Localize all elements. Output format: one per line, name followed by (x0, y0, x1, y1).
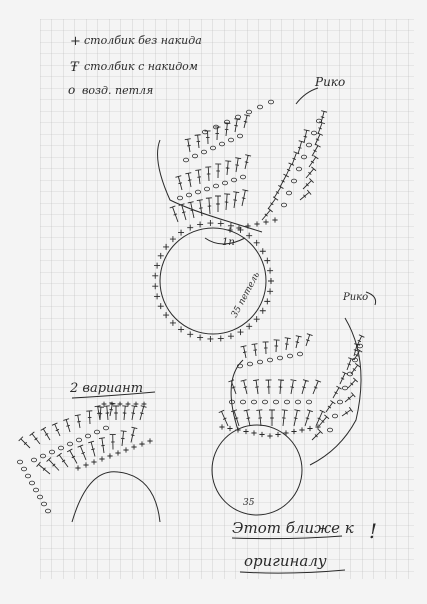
chain-stitch-symbol (45, 509, 50, 513)
chain-stitch-symbol (228, 138, 233, 142)
double-crochet-symbol (348, 378, 358, 388)
chain-stitch-symbol (287, 354, 292, 358)
chain-stitch-symbol (195, 190, 200, 194)
single-crochet-symbol (267, 268, 273, 274)
chain-stitch-symbol (268, 100, 273, 104)
single-crochet-symbol (228, 223, 234, 229)
double-crochet-symbol (309, 155, 318, 167)
legend-text-dc: столбик с накидом (84, 60, 198, 73)
single-crochet-symbol (267, 288, 273, 294)
single-crochet-symbol (268, 278, 274, 284)
chain-stitch-symbol (29, 481, 34, 485)
single-crochet-symbol (197, 221, 203, 227)
double-crochet-symbol (268, 197, 278, 209)
single-crochet-symbol (254, 240, 260, 246)
note-line-2: оригиналу (244, 552, 327, 570)
double-crochet-symbol (41, 427, 50, 440)
double-crochet-symbol (63, 419, 70, 432)
chain-stitch-symbol (246, 110, 251, 114)
single-crochet-symbol (207, 220, 213, 226)
double-crochet-symbol (321, 111, 327, 123)
double-crochet-symbol (298, 141, 304, 154)
single-crochet-symbol (99, 456, 104, 461)
single-crochet-symbol (246, 323, 252, 329)
single-crochet-symbol (91, 459, 96, 464)
double-crochet-symbol (302, 380, 309, 394)
chain-stitch-symbol (219, 142, 224, 146)
legend (68, 34, 202, 97)
double-crochet-symbol (347, 358, 354, 370)
double-crochet-symbol (231, 410, 239, 426)
chain-stitch-symbol (327, 428, 332, 432)
single-crochet-symbol (158, 253, 164, 259)
double-crochet-symbol (296, 336, 302, 348)
single-crochet-symbol (187, 331, 193, 337)
single-crochet-symbol (218, 335, 224, 341)
double-crochet-symbol (78, 445, 86, 460)
single-crochet-symbol (251, 430, 256, 435)
double-crochet-symbol (312, 429, 323, 440)
double-crochet-symbol (313, 380, 321, 394)
chain-stitch-symbol (210, 146, 215, 150)
double-crochet-symbol (318, 122, 325, 134)
chain-stitch-symbol (213, 184, 218, 188)
double-crochet-symbol (245, 155, 251, 169)
double-crochet-symbol (205, 167, 211, 181)
chain-stitch-symbol (267, 358, 272, 362)
base-arc (72, 472, 160, 522)
single-crochet-symbol (75, 465, 80, 470)
chain-stitch-symbol (201, 150, 206, 154)
single-crochet-symbol (170, 320, 176, 326)
double-crochet-symbol (244, 115, 250, 128)
chain-stitch-symbol (186, 193, 191, 197)
double-crochet-symbol (300, 190, 311, 200)
chain-stitch-symbol (306, 143, 311, 147)
single-crochet-symbol (246, 233, 252, 239)
single-crochet-symbol (83, 462, 88, 467)
fan-stitches (170, 100, 327, 233)
double-crochet-symbol (274, 185, 283, 198)
chain-stitch-symbol (291, 179, 296, 183)
double-crochet-symbol (219, 410, 228, 426)
double-crochet-symbol (30, 432, 40, 444)
note-underline-2 (240, 570, 345, 573)
single-crochet-symbol (264, 258, 270, 264)
chain-stitch-symbol (21, 467, 26, 471)
chain-stitch-symbol (33, 488, 38, 492)
double-crochet-symbol (241, 346, 247, 358)
double-crochet-symbol (170, 206, 178, 222)
double-crochet-symbol (88, 441, 95, 456)
single-crochet-symbol (283, 430, 288, 435)
single-crochet-symbol (152, 273, 158, 279)
double-crochet-symbol (225, 161, 231, 175)
double-crochet-symbol (235, 158, 241, 172)
diagram-1-start-label: 1п (222, 237, 235, 248)
double-crochet-symbol (195, 170, 201, 184)
legend-symbol-sc: + (70, 34, 81, 49)
double-crochet-symbol (175, 176, 182, 190)
chain-stitch-symbol (222, 181, 227, 185)
chain-stitch-symbol (273, 400, 278, 404)
double-crochet-symbol (305, 410, 313, 426)
double-crochet-symbol (47, 457, 59, 470)
chain-stitch-symbol (311, 131, 316, 135)
chain-stitch-symbol (332, 414, 337, 418)
single-crochet-symbol (267, 433, 272, 438)
fan-stitches (17, 402, 152, 513)
single-crochet-symbol (254, 316, 260, 322)
single-crochet-symbol (131, 444, 136, 449)
double-crochet-symbol (67, 449, 77, 464)
single-crochet-symbol (243, 429, 248, 434)
double-crochet-symbol (215, 164, 221, 178)
diagram-1-loop-label: 35 петель (229, 270, 263, 320)
single-crochet-symbol (158, 303, 164, 309)
title-leader (296, 88, 318, 104)
double-crochet-symbol (262, 208, 273, 220)
double-crochet-symbol (285, 338, 291, 350)
single-crochet-symbol (275, 432, 280, 437)
chain-stitch-symbol (281, 203, 286, 207)
double-crochet-symbol (113, 406, 119, 420)
single-crochet-symbol (260, 308, 266, 314)
chain-stitch-symbol (296, 167, 301, 171)
double-crochet-symbol (256, 410, 262, 426)
single-crochet-symbol (154, 263, 160, 269)
double-crochet-symbol (351, 363, 360, 374)
single-crochet-symbol (207, 336, 213, 342)
single-crochet-symbol (139, 441, 144, 446)
double-crochet-symbol (312, 144, 321, 156)
double-crochet-symbol (340, 372, 348, 384)
chain-stitch-symbol (306, 400, 311, 404)
single-crochet-symbol (218, 221, 224, 227)
single-crochet-symbol (163, 244, 169, 250)
double-crochet-symbol (52, 423, 60, 436)
double-crochet-symbol (294, 410, 300, 426)
single-crochet-symbol (227, 426, 232, 431)
chain-stitch-symbol (262, 400, 267, 404)
chain-stitch-symbol (76, 438, 81, 442)
double-crochet-symbol (290, 380, 296, 394)
double-crochet-symbol (131, 406, 137, 420)
double-crochet-symbol (274, 340, 280, 352)
chain-stitch-symbol (342, 386, 347, 390)
double-crochet-symbol (122, 406, 128, 420)
double-crochet-symbol (266, 380, 272, 394)
double-crochet-symbol (99, 438, 105, 453)
chain-stitch-symbol (240, 175, 245, 179)
chain-stitch-symbol (257, 105, 262, 109)
double-crochet-symbol (224, 194, 230, 210)
double-crochet-symbol (131, 427, 137, 442)
single-crochet-symbol (260, 248, 266, 254)
chain-stitch-symbol (41, 502, 46, 506)
single-crochet-symbol (291, 429, 296, 434)
chain-stitch-symbol (204, 187, 209, 191)
diagram-2-title: Рико (343, 292, 369, 303)
single-crochet-symbol (123, 447, 128, 452)
single-crochet-symbol (197, 335, 203, 341)
double-crochet-symbol (306, 167, 316, 178)
chain-stitch-symbol (297, 352, 302, 356)
double-crochet-symbol (75, 415, 81, 428)
chain-stitch-symbol (231, 178, 236, 182)
double-crochet-symbol (95, 406, 101, 420)
single-crochet-symbol (102, 402, 107, 407)
double-crochet-symbol (57, 453, 68, 467)
double-crochet-symbol (121, 431, 127, 446)
chain-stitch-symbol (284, 400, 289, 404)
chain-stitch-symbol (286, 191, 291, 195)
double-crochet-symbol (37, 462, 50, 474)
base-ring (212, 425, 302, 515)
double-crochet-symbol (140, 406, 147, 420)
chain-stitch-symbol (31, 458, 36, 462)
diagram-3 (17, 392, 160, 522)
double-crochet-symbol (241, 380, 247, 394)
double-crochet-symbol (306, 334, 313, 346)
single-crochet-symbol (219, 424, 224, 429)
chain-stitch-symbol (192, 154, 197, 158)
legend-symbol-ch: o (68, 83, 76, 97)
single-crochet-symbol (307, 426, 312, 431)
double-crochet-symbol (333, 386, 342, 398)
single-crochet-symbol (115, 450, 120, 455)
single-crochet-symbol (152, 283, 158, 289)
double-crochet-symbol (280, 174, 289, 187)
double-crochet-symbol (326, 400, 335, 412)
chain-stitch-symbol (235, 115, 240, 119)
fan-outline (158, 140, 262, 232)
double-crochet-symbol (278, 380, 284, 394)
single-crochet-symbol (299, 427, 304, 432)
double-crochet-symbol (215, 196, 221, 212)
double-crochet-symbol (286, 163, 294, 176)
chain-stitch-symbol (295, 400, 300, 404)
chain-stitch-symbol (277, 356, 282, 360)
double-crochet-symbol (197, 200, 203, 216)
double-crochet-symbol (269, 410, 275, 426)
double-crochet-symbol (263, 342, 269, 354)
chain-stitch-symbol (58, 446, 63, 450)
chain-stitch-symbol (240, 400, 245, 404)
single-crochet-symbol (228, 333, 234, 339)
legend-symbol-dc: Ŧ (70, 60, 79, 75)
legend-text-ch: возд. петля (82, 84, 154, 97)
double-crochet-symbol (104, 406, 110, 420)
double-crochet-symbol (224, 123, 230, 136)
single-crochet-symbol (178, 230, 184, 236)
single-crochet-symbol (272, 217, 277, 222)
diagram-1-title: Рико (315, 75, 346, 89)
chain-stitch-symbol (357, 344, 362, 348)
chain-stitch-symbol (17, 460, 22, 464)
single-crochet-symbol (178, 326, 184, 332)
single-crochet-symbol (259, 432, 264, 437)
chain-stitch-symbol (40, 454, 45, 458)
chain-stitch-symbol (237, 134, 242, 138)
legend-text-sc: столбик без накида (84, 34, 202, 47)
single-crochet-symbol (170, 236, 176, 242)
single-crochet-symbol (107, 453, 112, 458)
double-crochet-symbol (234, 119, 240, 132)
double-crochet-symbol (253, 380, 259, 394)
single-crochet-symbol (264, 298, 270, 304)
single-crochet-symbol (237, 329, 243, 335)
double-crochet-symbol (206, 198, 212, 214)
single-crochet-symbol (154, 293, 160, 299)
note-line-1: Этот ближе к (232, 519, 354, 537)
double-crochet-symbol (185, 173, 191, 187)
chain-stitch-symbol (85, 434, 90, 438)
double-crochet-symbol (110, 434, 116, 449)
single-crochet-symbol (263, 219, 268, 224)
chain-stitch-symbol (247, 362, 252, 366)
double-crochet-symbol (342, 407, 353, 416)
double-crochet-symbol (304, 130, 310, 143)
chain-stitch-symbol (103, 426, 108, 430)
double-crochet-symbol (19, 437, 30, 448)
fan-stitches (219, 334, 365, 440)
chain-stitch-symbol (177, 196, 182, 200)
double-crochet-symbol (345, 393, 355, 402)
chain-stitch-symbol (49, 450, 54, 454)
chain-stitch-symbol (301, 155, 306, 159)
fan-outline (231, 318, 361, 465)
diagram-2-center-number: 35 (243, 498, 255, 508)
single-crochet-symbol (147, 438, 152, 443)
single-crochet-symbol (163, 312, 169, 318)
double-crochet-symbol (303, 178, 314, 189)
single-crochet-symbol (254, 221, 259, 226)
chain-stitch-symbol (25, 474, 30, 478)
chain-stitch-symbol (183, 158, 188, 162)
chain-stitch-symbol (94, 430, 99, 434)
chain-stitch-symbol (337, 400, 342, 404)
diagram-2 (212, 292, 376, 515)
diagram-3-title: 2 вариант (70, 381, 144, 396)
double-crochet-symbol (244, 410, 250, 426)
double-crochet-symbol (252, 344, 258, 356)
double-crochet-symbol (233, 192, 239, 208)
note-mark: ! (369, 519, 378, 543)
single-crochet-symbol (134, 402, 139, 407)
chain-stitch-symbol (67, 442, 72, 446)
chain-stitch-symbol (257, 360, 262, 364)
chain-stitch-symbol (251, 400, 256, 404)
double-crochet-symbol (185, 139, 191, 152)
double-crochet-symbol (242, 190, 248, 206)
double-crochet-symbol (86, 411, 92, 424)
double-crochet-symbol (195, 135, 201, 148)
single-crochet-symbol (126, 402, 131, 407)
chain-stitch-symbol (37, 495, 42, 499)
double-crochet-symbol (282, 410, 288, 426)
single-crochet-symbol (187, 225, 193, 231)
